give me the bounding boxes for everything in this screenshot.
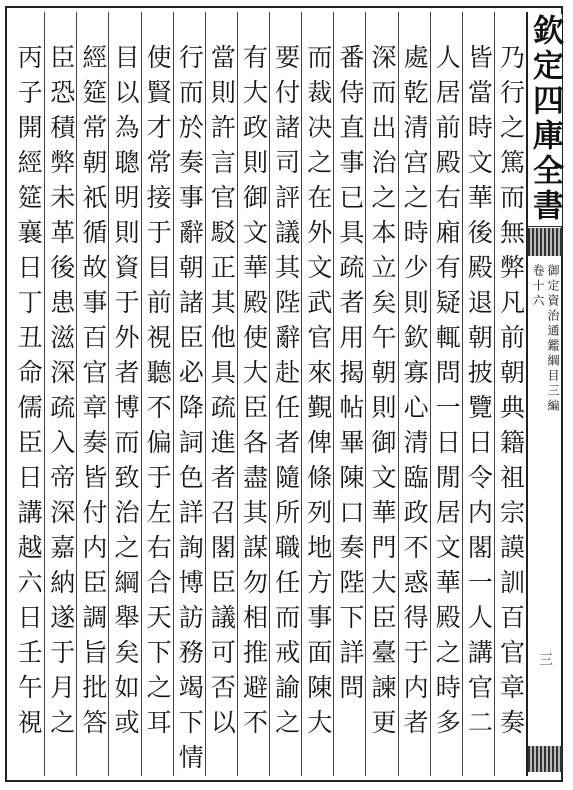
text-column-3-text: 人居前殿右廂有疑輒問一日閒居文華殿之時多 [432, 44, 462, 744]
text-column-10 [205, 12, 237, 776]
fishtail-ornament-bottom [528, 746, 562, 772]
text-column-13 [108, 12, 140, 776]
book-series-title-text: 欽定四庫全書 [527, 14, 563, 224]
text-column-3 [430, 12, 462, 776]
text-column-1-text: 乃行之篤而無弊凡前朝典籍祖宗謨訓百官章奏 [496, 44, 526, 744]
text-column-12-text: 使賢才常接于目前視聽不偏于左右合天下之耳 [143, 44, 173, 744]
text-column-11 [173, 12, 205, 779]
text-column-8-text: 要付諸司評議其陛辭赴任者隨所職任而戒諭之 [271, 44, 301, 744]
text-column-13-text: 目以為聰明則資于外者博而致治之綱舉矣如或 [111, 44, 140, 744]
text-column-14-text: 經筵常朝祇循故事百官章奏皆付内臣調旨批答 [78, 44, 108, 744]
fishtail-ornament-top [528, 228, 562, 256]
text-column-9 [237, 12, 269, 776]
text-column-8 [269, 12, 301, 776]
text-column-9-text: 有大政則御文華殿使大臣各盡其謀勿相推避不 [239, 44, 269, 744]
text-column-15-text: 臣恐積弊未革後患滋深疏入帝深嘉納遂于月之 [46, 44, 76, 744]
main-text [12, 12, 526, 779]
text-column-4-text: 處乾清宫之時少則欽寡心清臨政不惑得于内者 [400, 44, 430, 744]
book-banner [526, 12, 562, 776]
text-column-1 [494, 12, 526, 776]
text-column-7-text: 而裁决之在外文武官來覲俾條列地方事面陳大 [303, 44, 333, 744]
text-column-6-text: 番侍直事已具疏者用揭帖畢陳口奏陛下詳問 [335, 44, 365, 709]
text-column-16-text: 丙子開經筵襄日丁丑命儒臣日講越六日壬午視 [14, 44, 44, 744]
text-column-15 [44, 12, 76, 776]
page-number [528, 652, 562, 666]
text-column-16 [12, 12, 44, 776]
volume-label: 卷十六 [531, 264, 545, 309]
book-info [528, 264, 562, 414]
book-series-title [528, 14, 562, 227]
text-column-4 [398, 12, 430, 776]
text-column-14 [76, 12, 108, 776]
text-column-10-text: 當則許言官駁正其他具疏進者召閣臣議可否以 [207, 44, 237, 744]
text-column-7 [301, 12, 333, 776]
text-column-2-text: 皆當時文華後殿退朝披覽日令内閣一人講官二 [464, 44, 494, 744]
text-column-2 [462, 12, 494, 776]
text-column-11-text: 行而於奏事辭朝諸臣必降詞色詳詢博訪務竭下情 [175, 44, 205, 779]
text-column-5-text: 深而出治之本立矣午朝則御文華門大臣臺諫更 [368, 44, 397, 744]
text-column-5 [365, 12, 397, 776]
text-column-12 [141, 12, 173, 776]
text-column-6 [333, 12, 365, 776]
page-number-text: 三 [537, 652, 553, 666]
book-title: 御定資治通鑑綱目三編 [546, 264, 560, 414]
